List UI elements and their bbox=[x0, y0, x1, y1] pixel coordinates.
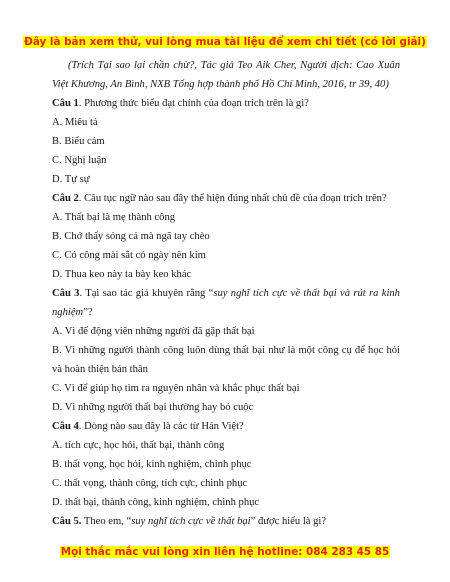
option: C. thất vọng, thành công, tích cực, chinh phục bbox=[52, 478, 248, 489]
question-prompt-after: ” được hiểu là gì? bbox=[250, 516, 327, 527]
option: C. Vì để giúp họ tìm ra nguyên nhân và khắc phục thất bại bbox=[52, 383, 300, 394]
question-quote: suy nghĩ tích cực về thất bại bbox=[131, 516, 251, 527]
citation: (Trích Tại sao lại chần chừ?, Tác giả Teo Aik Cher, Người dịch: Cao Xuân Việt Khương, An Bình, NXB Tổng hợp thành phố Hồ Chí Minh, 2016, tr 39, 40) bbox=[52, 60, 400, 90]
option: D. Thua keo này ta bày keo khác bbox=[52, 269, 192, 280]
question-label: Câu 3 bbox=[52, 288, 80, 299]
option: A. Thất bại là mẹ thành công bbox=[52, 212, 176, 223]
question-label: Câu 5. bbox=[52, 516, 82, 527]
question-4 bbox=[52, 417, 400, 436]
preview-notice-text: Đây là bản xem thử, vui lòng mua tài liệu để xem chi tiết (có lời giải) bbox=[24, 36, 426, 48]
option: A. Vì để động viên những người đã gặp thất bại bbox=[52, 326, 255, 337]
question-5 bbox=[52, 512, 400, 531]
option: B. Chớ thấy sóng cả mà ngã tay chèo bbox=[52, 231, 210, 242]
document-body bbox=[52, 56, 400, 531]
preview-notice-banner bbox=[0, 36, 450, 48]
option: B. Biểu cảm bbox=[52, 136, 105, 147]
option: A. tích cực, học hỏi, thất bại, thành công bbox=[52, 440, 225, 451]
question-prompt: . Phương thức biểu đạt chính của đoạn trích trên là gì? bbox=[78, 98, 309, 109]
hotline-banner bbox=[0, 546, 450, 558]
option: C. Nghị luận bbox=[52, 155, 107, 166]
question-label: Câu 2 bbox=[52, 193, 79, 204]
hotline-text: Mọi thắc mắc vui lòng xin liên hệ hotline: 084 283 45 85 bbox=[60, 546, 390, 558]
option: D. Vì những người thất bại thường hay bỏ cuộc bbox=[52, 402, 254, 413]
option: D. Tự sự bbox=[52, 174, 90, 185]
question-label: Câu 4 bbox=[52, 421, 79, 432]
option: C. Có công mài sắt có ngày nên kim bbox=[52, 250, 206, 261]
option: B. Vì những người thành công luôn dùng thất bại như là một công cụ để học hỏi và hoàn thiện bản thân bbox=[52, 345, 400, 375]
question-prompt: . Câu tục ngữ nào sau đây thể hiện đúng nhất chủ đề của đoạn trích trên? bbox=[78, 193, 387, 204]
option: D. thất bại, thành công, kinh nghiệm, chinh phục bbox=[52, 497, 260, 508]
question-prompt: . Dòng nào sau đây là các từ Hán Việt? bbox=[78, 421, 244, 432]
option: B. thất vọng, học hỏi, kinh nghiệm, chinh phục bbox=[52, 459, 252, 470]
question-1 bbox=[52, 94, 400, 113]
question-label: Câu 1 bbox=[52, 98, 79, 109]
question-quote: suy nghĩ tích cực về thất bại và rút ra kinh nghiệm bbox=[52, 288, 400, 318]
question-prompt-before: . Tại sao tác giả khuyên rằng “ bbox=[79, 288, 214, 299]
question-prompt-before: Theo em, “ bbox=[81, 516, 132, 527]
option: A. Miêu tả bbox=[52, 117, 98, 128]
question-3 bbox=[52, 284, 400, 322]
question-prompt-after: ”? bbox=[83, 307, 93, 318]
question-2 bbox=[52, 189, 400, 208]
